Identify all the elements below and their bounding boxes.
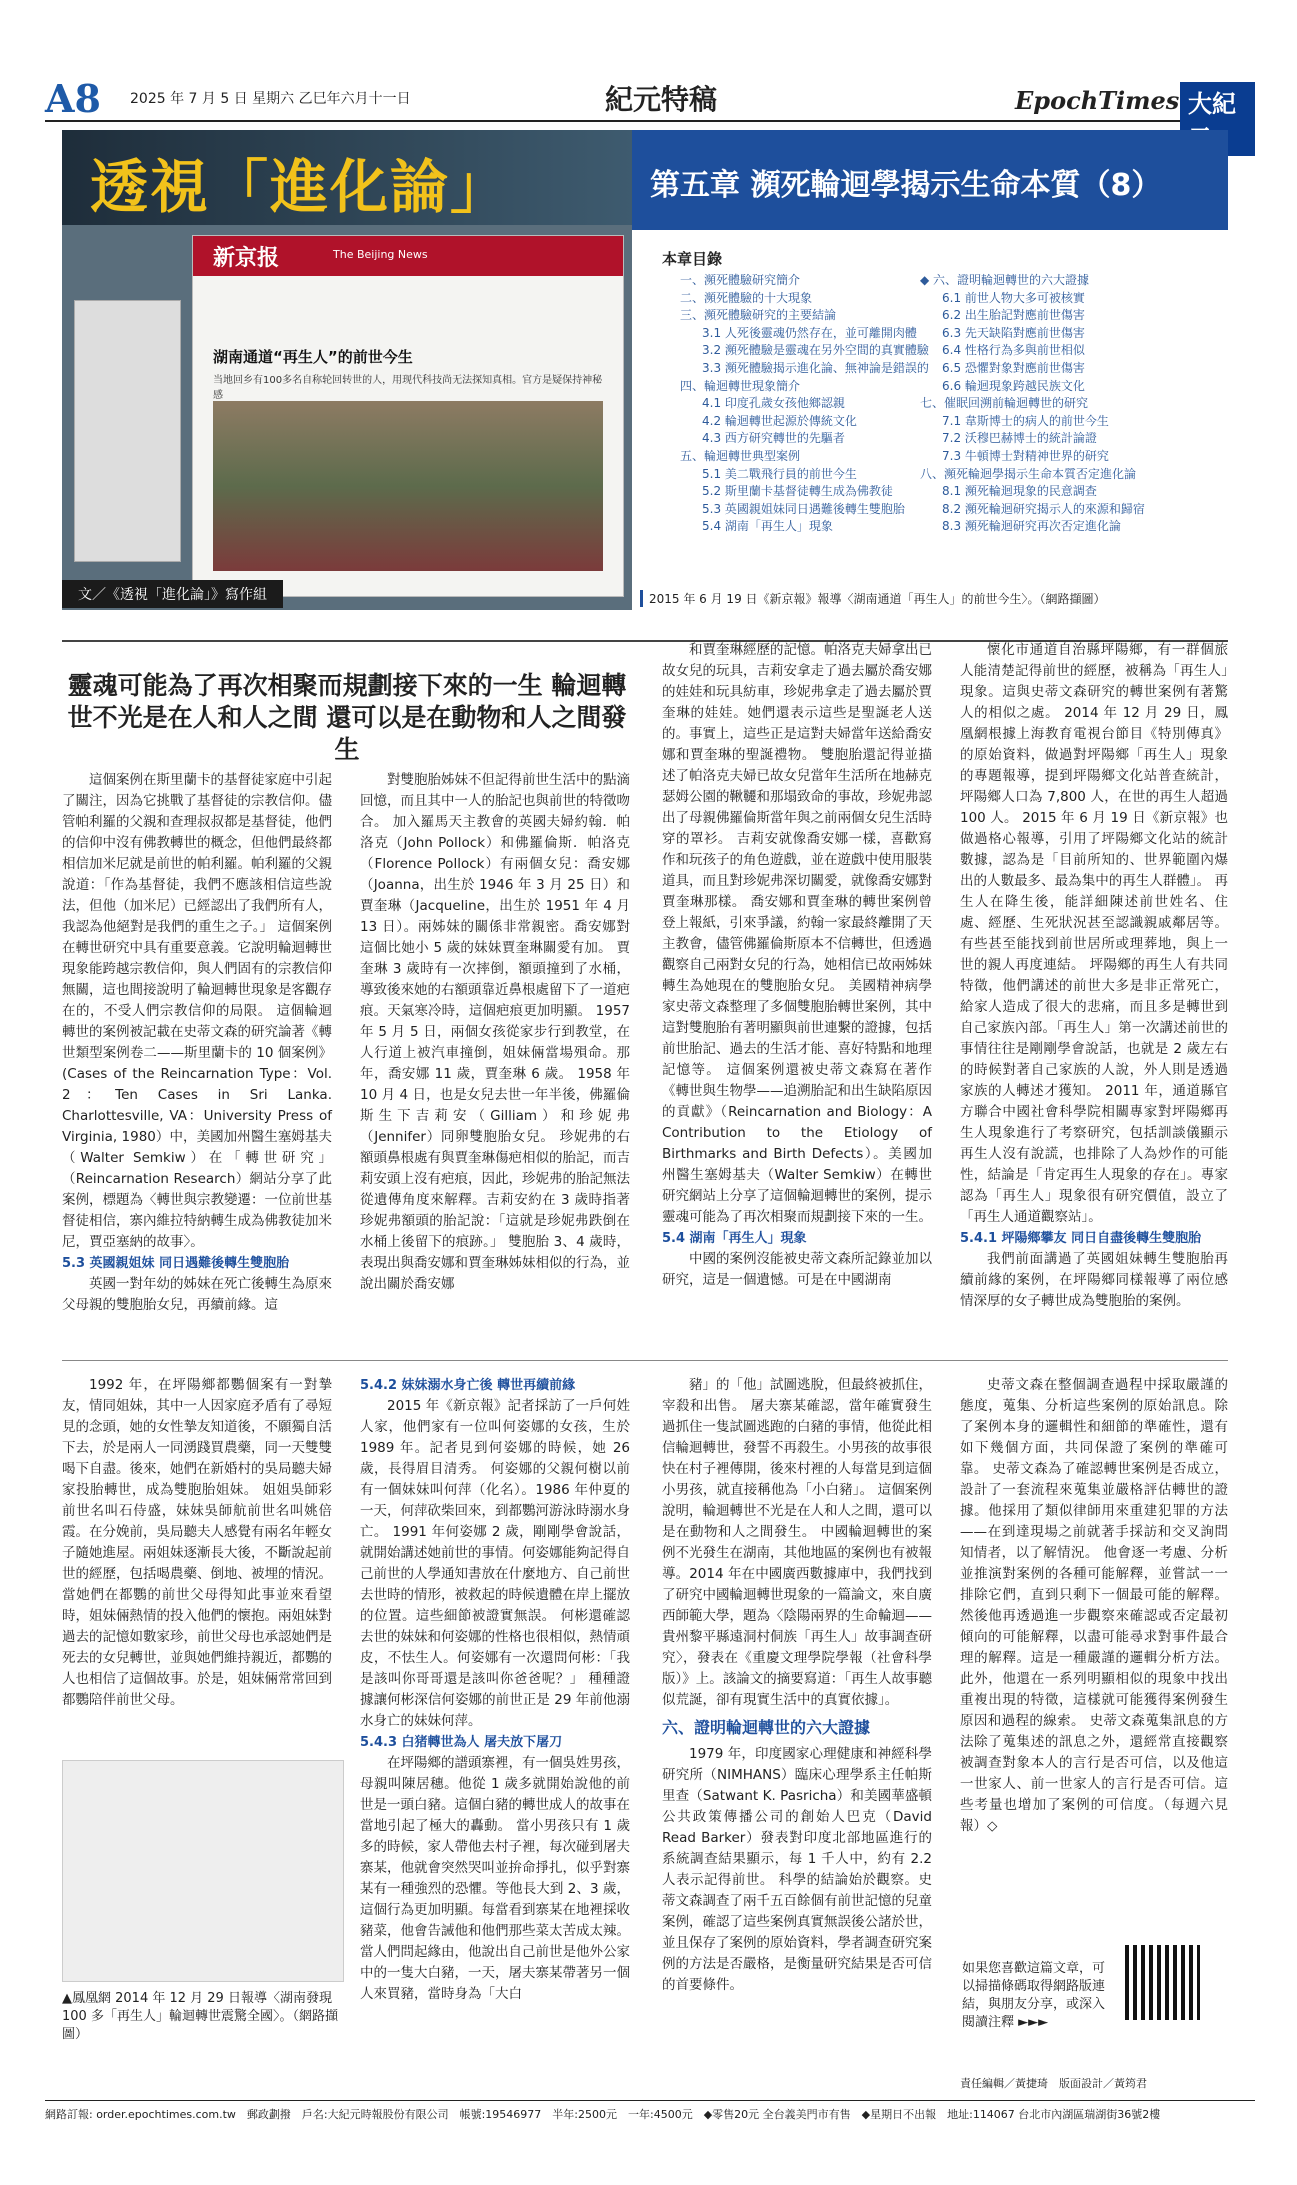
newspaper-masthead [193, 236, 623, 276]
divider [62, 1360, 1228, 1361]
footer: 網路訂報: order.epochtimes.com.tw 郵政劃撥 戶名:大紀元時報股份有限公司 帳號:19546977 半年:2500元 一年:4500元 ◆零售20元 全台義美門市有售 ◆星期日不出報 地址:114067 台北市內湖區瑞湖街36號2樓 [45, 2100, 1255, 2129]
toc-item: 五、輪迴轉世典型案例 [680, 448, 801, 463]
hero-image [62, 130, 632, 610]
paragraph: 對雙胞胎姊妹不但記得前世生活中的點滴回憶，而且其中一人的胎記也與前世的特徵吻合。 加入羅馬天主教會的英國夫婦約翰．帕洛克（John Pollock）和佛羅倫斯．帕洛克（Florence Pollock）有兩個女兒：喬安娜（Joanna，出生於 1946 年 3 月 25 日）和賈奎琳（Jacqueline，出生於 1951 年 4 月 13 日）。兩姊妹的關係非常親密。喬安娜對這個比她小 5 歲的妹妹賈奎琳關愛有加。 賈奎琳 3 歲時有一次摔倒，額頭撞到了水桶，導致後來她的右額頭靠近鼻根處留下了一道疤痕。天氣寒冷時，這個疤痕更加明顯。 1957 年 5 月 5 日，兩個女孩從家步行到教堂，在人行道上被汽車撞倒，姐妹倆當場殞命。那年，喬安娜 11 歲，賈奎琳 6 歲。 1958 年 10 月 4 日，也是女兒去世一年半後，佛羅倫斯生下吉莉安（Gilliam）和珍妮弗（Jennifer）同卵雙胞胎女兒。 珍妮弗的右額頭鼻根處有與賈奎琳傷疤相似的胎記，而吉莉安頭上沒有疤痕，因此，珍妮弗的胎記無法從遺傳角度來解釋。吉莉安約在 3 歲時指著珍妮弗額頭的胎記說：「這就是珍妮弗跌倒在水桶上後留下的痕跡。」 雙胞胎 3、4 歲時，表現出與喬安娜和賈奎琳姊妹相似的行為，並說出關於喬安娜 [360, 772, 630, 1292]
paragraph: 2015 年《新京報》記者採訪了一戶何姓人家，他們家有一位叫何姿娜的女孩，生於 1989 年。記者見到何姿娜的時候，她 26 歲，長得眉目清秀。 何姿娜的父親何樹以前有一個妹妹叫何萍（化名）。1986 年仲夏的一天，何萍砍柴回來，到都鸚河游泳時溺水身亡。 1991 年何姿娜 2 歲，剛剛學會說話，就開始講述她前世的事情。何姿娜能夠記得自己前世的人學通知書放在什麼地方、自己前世去世時的情形，被救起的時候遺體在岸上擺放的位置。這些細節被證實無誤。 何彬還確認去世的妹妹和何姿娜的性格也很相似，熱情頑皮，不怯生人。何姿娜有一次還問何彬：「我是該叫你哥哥還是該叫你爸爸呢？」 種種證據讓何彬深信何姿娜的前世正是 29 年前他溺水身亡的妹妹何萍。 [360, 1398, 630, 1729]
toc-right [920, 272, 1145, 536]
newspaper-name: 新京报 [213, 246, 280, 271]
article-column-1 [62, 770, 332, 1316]
brand-logo: 大紀 [1180, 82, 1255, 156]
paragraph: 英國一對年幼的姊妹在死亡後轉生為原來父母親的雙胞胎女兒，再續前緣。這 [62, 1276, 332, 1313]
article-headline: 靈魂可能為了再次相聚而規劃接下來的一生 輪迴轉世不光是在人和人之間 還可以是在動物和人之間發生 [67, 671, 627, 764]
toc-item: 3.2 瀕死體驗是靈魂在另外空間的真實體驗 [702, 343, 929, 358]
image-caption: 2015 年 6 月 19 日《新京報》報導〈湖南通道「再生人」的前世今生〉。（網路擷圖） [640, 590, 1106, 607]
qr-code[interactable] [1125, 1945, 1200, 2020]
paragraph: 懷化市通道自治縣坪陽鄉，有一群個旅人能清楚記得前世的經歷，被稱為「再生人」現象。這與史蒂文森研究的轉世案例有著驚人的相似之處。 2014 年 12 月 29 日，鳳凰網根據上海教育電視台節目《特別傳真》的原始資料，做過對坪陽鄉「再生人」現象的專題報導，提到坪陽鄉文化站普查統計，坪陽鄉人口為 7,800 人，在世的再生人超過 100 人。 2015 年 6 月 19 日《新京報》也做過格心報導，引用了坪陽鄉文化站的統計數據，認為是「目前所知的、世界範圍內爆出的人數最多、最為集中的再生人群體」。 再生人在降生後，能詳細陳述前世姓名、住處、經歷、生死狀況甚至認識親戚鄰居等。有些甚至能找到前世居所或理葬地，與上一世的親人再度連結。 坪陽鄉的再生人有共同特徵，他們講述的前世大多是非正常死亡，給家人造成了很大的悲痛，而且多是轉世到自己家族內部。「再生人」第一次講述前世的事情往往是剛剛學會說話，也就是 2 歲左右的時候對著自己家族的人說，外人則是透過家族的人轉述才獲知。 2011 年，通道縣官方聯合中國社會科學院相關專家對坪陽鄉再生人現象進行了考察研究，包括訓談儀顯示再生人沒有說謊，也排除了人為炒作的可能性，結論是「肯定再生人現象的存在」。專家認為「再生人」現象很有研究價值，設立了「再生人通道觀察站」。 [960, 642, 1228, 1225]
issue-date: 2025 年 7 月 5 日 星期六 乙巳年六月十一日 [130, 91, 411, 107]
section-title: 紀元特稿 [605, 83, 718, 116]
chapter-banner [632, 130, 1228, 230]
toc-item: 6.3 先天缺陷對應前世傷害 [942, 325, 1085, 340]
qr-prompt: 如果您喜歡這篇文章，可以掃描條碼取得網路版連結，與朋友分享，或深入閱讀注釋 ►►► [962, 1961, 1106, 2030]
toc-item: 8.2 瀕死輪迴研究揭示人的來源和歸宿 [942, 501, 1145, 516]
paragraph: 1992 年，在坪陽鄉都鸚個案有一對摯友，情同姐妹，其中一人因家庭矛盾有了尋短見的念頭，她的女性摯友知道後，不願獨自活下去，於是兩人一同湧踐買農藥，同一天雙雙喝下自盡。後來，她們在新婚村的吳局聽夫婦家投胎轉世，成為雙胞胎姐妹。 姐姐吳師彩前世名叫石侍盛，妹妹吳師航前世名叫姚倍霞。在分娩前，吳局聽夫人感覺有兩名年輕女子隨她進屋。兩姐妹逐漸長大後，不斷說起前世的經歷，包括喝農藥、倒地、被埋的情況。 當她們在都鸚的前世父母得知此事並來看望時，姐妹倆熱情的投入他們的懷抱。兩姐妹對過去的記憶如數家珍，前世父母也承認她們是死去的女兒轉世，並與她們維持親近，都鸚的人也相信了這個故事。於是，姐妹倆常常回到都鸚陪伴前世父母。 [62, 1377, 332, 1708]
subheading: 5.4.3 白猪轉世為人 屠夫放下屠刀 [360, 1735, 563, 1750]
toc-item: 6.5 恐懼對象對應前世傷害 [942, 360, 1085, 375]
series-title: 透視「進化論」 [90, 153, 511, 221]
toc-item: 七、催眠回溯前輪迴轉世的研究 [920, 396, 1089, 411]
toc-item: 5.4 湖南「再生人」現象 [702, 519, 833, 534]
article-column-6 [360, 1375, 630, 2005]
toc-item: 6.1 前世人物大多可被核實 [942, 290, 1085, 305]
subheading: 5.4.1 坪陽鄉攀友 同日自盡後轉生雙胞胎 [960, 1231, 1202, 1246]
paragraph: 豬」的「他」試圖逃脫，但最終被抓住，宰殺和出售。 屠夫寨某確認，當年確實發生過抓住一隻試圖逃跑的白豬的事情，他從此相信輪迴轉世，發誓不再殺生。小男孩的故事很快在村子裡傳開，後來村裡的人每當見到這個小男孩，就直接稱他為「小白豬」。 這個案例說明，輪迴轉世不光是在人和人之間，還可以是在動物和人之間發生。 中國輪迴轉世的案例不光發生在湖南，其他地區的案例也有被報導。2014 年在中國廣西數據庫中，我們找到了研究中國輪迴轉世現象的一篇論文，來自廣西師範大學，題為〈陰陽兩界的生命輪迴——貴州黎平縣遠洞村侗族「再生人」故事調查研究〉，發表在《重慶文理學院學報（社會科學版）》上。該論文的摘要寫道：「再生人故事聽似荒誕，卻有現實生活中的真實依據」。 [662, 1377, 932, 1708]
toc-left [680, 272, 929, 536]
toc-item: 4.3 西方研究轉世的先驅者 [702, 431, 845, 446]
subheading: 5.4 湖南「再生人」現象 [662, 1231, 807, 1246]
paragraph: 我們前面講過了英國姐妹轉生雙胞胎再續前緣的案例，在坪陽鄉同樣報導了兩位感情深厚的女子轉世成為雙胞胎的案例。 [960, 1251, 1228, 1309]
toc-item: 5.1 美二戰飛行員的前世今生 [702, 466, 857, 481]
toc-item: 7.3 牛頓博士對精神世界的研究 [942, 448, 1109, 463]
toc-item: 6.4 性格行為多與前世相似 [942, 343, 1085, 358]
toc-item: 八、瀕死輪迴學揭示生命本質否定進化論 [920, 466, 1137, 481]
toc-item: 3.1 人死後靈魂仍然存在，並可離開肉體 [702, 325, 917, 340]
hero-title-band [62, 130, 632, 225]
paragraph: 這個案例在斯里蘭卡的基督徒家庭中引起了關注，因為它挑戰了基督徒的宗教信仰。儘管帕利羅的父親和查理叔叔都是基督徒，他們的信仰中沒有佛教轉世的概念，但他們最終都相信加米尼就是前世的帕利羅。帕利羅的父親說道：「作為基督徒，我們不應該相信這些說法，但他（加米尼）已經認出了我們所有人，我認為他絕對是我們的重生之子。」 這個案例在轉世研究中具有重要意義。它說明輪迴轉世現象能跨越宗教信仰，與人們固有的宗教信仰無關，這也間接說明了輪迴轉世現象是客觀存在的，不受人們宗教信仰的局限。 這個輪迴轉世的案例被記載在史蒂文森的研究論著《轉世類型案例卷二——斯里蘭卡的 10 個案例》(Cases of the Reincarnation Type：Vol. 2：Ten Cases in Sri Lanka. Charlottesville, VA：University Press of Virginia, 1980）中，美國加州醫生塞姆基夫（Walter Semkiw）在「轉世研究」（Reincarnation Research）網站分享了此案例，標題為〈轉世與宗教變遷：一位前世基督徒相信，寨內維拉特納轉生成為佛教徒加米尼，賈亞塞納的故事〉。 [62, 772, 332, 1250]
toc-item: 5.3 英國親姐妹同日遇難後轉生雙胞胎 [702, 501, 905, 516]
article-column-5 [62, 1375, 332, 1711]
toc-item: 5.2 斯里蘭卡基督徒轉生成為佛教徒 [702, 484, 893, 499]
toc-item: 三、瀕死體驗研究的主要結論 [680, 308, 837, 323]
paragraph: 史蒂文森在整個調查過程中採取嚴謹的態度，蒐集、分析這些案例的原始訊息。除了案例本身的邏輯性和細節的準確性，還有如下幾個方面，共同保證了案例的準確可靠。 史蒂文森為了確認轉世案例是否成立，設計了一套流程來蒐集並嚴格評估轉世的證據。他採用了類似律師用來重建犯罪的方法——在到達現場之前就著手採訪和交叉詢問知情者，以了解情況。 他會逐一考慮、分析並推演對案例的各種可能解釋，並嘗試一一排除它們，直到只剩下一個最可能的解釋。然後他再透過進一步觀察來確認或否定最初傾向的可能解釋，以盡可能尋求對事件最合理的解釋。這是一種嚴謹的邏輯分析方法。 此外，他還在一系列明顯相似的現象中找出重複出現的特徵，這樣就可能獲得案例發生原因和過程的線索。 史蒂文森蒐集訊息的方法除了蒐集述的訊息之外，還經常直接觀察被調查對象本人的言行是否可信，以及他這一世家人、前一世家人的言行是否可信。這些考量也增加了案例的可信度。（每週六見報）◇ [960, 1377, 1228, 1834]
toc-item: ◆ 六、證明輪迴轉世的六大證據 [920, 273, 1090, 287]
toc-item: 4.1 印度孔歲女孩他鄉認親 [702, 396, 845, 411]
section-heading: 六、證明輪迴轉世的六大證據 [662, 1718, 871, 1737]
toc-item: 四、輪迴轉世現象簡介 [680, 378, 801, 393]
toc-item: 8.3 瀕死輪迴研究再次否定進化論 [942, 519, 1121, 534]
brand-english: EpochTimes [1015, 86, 1180, 115]
toc-item: 8.1 瀕死輪迴現象的民意調查 [942, 484, 1097, 499]
newspaper-photo [213, 401, 603, 571]
toc-title: 本章目錄 [662, 250, 723, 268]
toc-item: 3.3 瀕死體驗揭示進化論、無神論是錯誤的 [702, 360, 929, 375]
credits: 責任編輯／黃捷琦 版面設計／黃筠君 [960, 2077, 1147, 2090]
page-header [45, 70, 1255, 122]
newspaper-summary: 当地回乡有100多名自称轮回转世的人，用现代科技尚无法探知真相。官方是疑保持神秘感 [213, 375, 603, 401]
paragraph: 中國的案例沒能被史蒂文森所記錄並加以研究，這是一個遺憾。可是在中國湖南 [662, 1251, 932, 1288]
toc-item: 7.1 韋斯博士的病人的前世今生 [942, 413, 1109, 428]
subheading: 5.4.2 妹妹溺水身亡後 轉世再續前緣 [360, 1378, 576, 1393]
newspaper-screenshot [192, 235, 624, 597]
toc-item: 二、瀕死體驗的十大現象 [680, 290, 813, 305]
newspaper-headline: 湖南通道“再生人”的前世今生 [213, 348, 413, 366]
article-column-2 [360, 770, 630, 1295]
author-credit: 文／《透視「進化論」》寫作組 [62, 580, 283, 608]
thumbnail-strip [74, 300, 181, 562]
toc-item: 6.2 出生胎記對應前世傷害 [942, 308, 1085, 323]
page-number: A8 [45, 76, 101, 121]
article-column-3 [662, 640, 932, 1291]
toc-item: 一、瀕死體驗研究簡介 [680, 273, 801, 287]
toc-item: 6.6 輪迴現象跨越民族文化 [942, 378, 1085, 393]
newspaper-name-en: The Beijing News [333, 248, 428, 261]
news-screenshot-image [62, 1760, 344, 1982]
article-column-7 [662, 1375, 932, 1996]
chapter-title: 第五章 瀕死輪迴學揭示生命本質（8） [650, 168, 1162, 203]
article-column-8 [960, 1375, 1228, 1837]
paragraph: 1979 年，印度國家心理健康和神經科學研究所（NIMHANS）臨床心理學系主任帕斯里查（Satwant K. Pasricha）和美國華盛頓公共政策傳播公司的創始人巴克（David Read Barker）發表對印度北部地區進行的系統調查結果顯示，每 1 千人中，約有 2.2 人表示記得前世。 科學的結論始於觀察。史蒂文森調查了兩千五百餘個有前世記憶的兒童案例，確認了這些案例真實無誤後公諸於世，並且保存了案例的原始資料，學者調查研究案例的方法是否嚴格，是衡量研究結果是否可信的首要條件。 [662, 1746, 932, 1993]
subheading: 5.3 英國親姐妹 同日遇難後轉生雙胞胎 [62, 1256, 290, 1271]
paragraph: 在坪陽鄉的譜頭寨裡，有一個吳姓男孩，母親叫陳居穗。他從 1 歲多就開始說他的前世是一頭白豬。這個白豬的轉世成人的故事在當地引起了極大的轟動。 當小男孩只有 1 歲多的時候，家人帶他去村子裡，每次碰到屠夫寨某，他就會突然哭叫並拚命掙扎，似乎對寨某有一種強烈的恐懼。等他長大到 2、3 歲，這個行為更加明顯。每當看到寨某在地裡採收豬菜，他會告誡他和他們那些菜太苦成太辣。 當人們問起緣由，他說出自己前世是他外公家中的一隻大白豬，一天，屠夫寨某帶著另一個人來買豬，當時身為「大白 [360, 1755, 630, 2002]
toc-item: 7.2 沃穆巴赫博士的統計論證 [942, 431, 1097, 446]
paragraph: 和賈奎琳經歷的記憶。帕洛克夫婦拿出已故女兒的玩具，吉莉安拿走了過去屬於喬安娜的娃娃和玩具紡車，珍妮弗拿走了過去屬於賈奎琳的娃娃。她們還表示這些是聖誕老人送的。事實上，這些正是這對夫婦當年送給喬安娜和賈奎琳的聖誕禮物。 雙胞胎還記得並描述了帕洛克夫婦已故女兒當年生活所在地赫克瑟姆公園的鞦韆和那塌致命的事故，珍妮弗認出了母親佛羅倫斯當年與之前兩個女兒生活時穿的罩衫。 吉莉安就像喬安娜一樣，喜歡寫作和玩孩子的角色遊戲，並在遊戲中使用服裝道具，而且對珍妮弗深切關愛，就像喬安娜對賈奎琳那樣。 喬安娜和賈奎琳的轉世案例曾登上報紙，引來爭議，約翰一家最終離開了天主教會，儘管佛羅倫斯原本不信轉世，但透過觀察自己兩對女兒的行為，她相信已故兩姊妹轉生為她現在的雙胞胎女兒。 美國精神病學家史蒂文森整理了多個雙胞胎轉世案例，其中這對雙胞胎有著明顯與前世連繫的證據，包括前世胎記、過去的生活才能、喜好特點和地理記憶等。 這個案例還被史蒂文森寫在著作《轉世與生物學——追溯胎記和出生缺陷原因的貢獻》（Reincarnation and Biology：A Contribution to the Etiology of Birthmarks and Birth Defects）。美國加州醫生塞姆基夫（Walter Semkiw）在轉世研究網站上分享了這個輪迴轉世的案例，提示靈魂可能為了再次相聚而規劃接下來的一生。 [662, 642, 932, 1225]
article-column-4 [960, 640, 1228, 1312]
toc-item: 4.2 輪迴轉世起源於傳統文化 [702, 413, 857, 428]
image-caption: ▲鳳凰網 2014 年 12 月 29 日報導〈湖南發現 100 多「再生人」輪迴轉世震驚全國〉。（網路擷圖） [62, 1991, 338, 2042]
